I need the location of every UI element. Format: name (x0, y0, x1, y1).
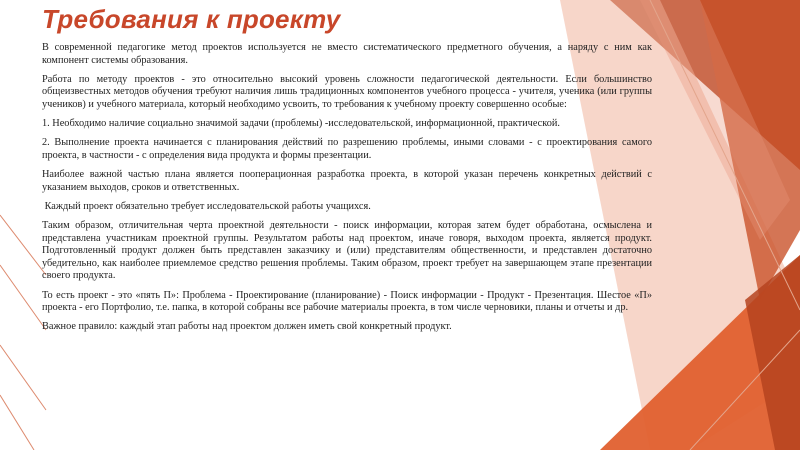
paragraph-plan: Наиболее важной частью плана является пооперационная разработка проекта, в которой указан перечень конкретных действий с указанием выходов, сроков и ответственных. (42, 169, 652, 193)
paragraph-product: Таким образом, отличительная черта проектной деятельности - поиск информации, которая затем будет обработана, осмыслена и представлена участникам проектной группы. Результатом работы над проектом, иначе говоря, выходом проекта, является продукт. Подготовленный продукт должен быть представлен заказчику и (или) представителям общественности, и представлен достаточно убедительно, как наиболее приемлемое средство решения проблемы. Таким образом, проект требует на завершающем этапе презентации своего продукта. (42, 220, 652, 282)
paragraph-five-p: То есть проект - это «пять П»: Проблема - Проектирование (планирование) - Поиск информации - Продукт - Презентация. Шестое «П» проекта - его Портфолио, т.е. папка, в которой собраны все рабочие материалы проекта, в том числе черновики, планы и отчеты и др. (42, 289, 652, 314)
paragraph-research: Каждый проект обязательно требует исследовательской работы учащихся. (42, 200, 371, 212)
left-deco-line-1 (0, 215, 46, 275)
paragraph-intro: В современной педагогике метод проектов используется не вместо систематического предметного обучения, а наряду с ним как компонент системы образования. (42, 42, 652, 66)
paragraph-requirement-2: 2. Выполнение проекта начинается с планирования действий по разрешению проблемы, иными словами - с проектирования самого проекта, в частности - с определения вида продукта и формы презентации. (42, 137, 652, 161)
left-deco-line-2 (0, 265, 46, 330)
paragraph-complexity: Работа по методу проектов - это относительно высокий уровень сложности педагогической деятельности. Если большинство общеизвестных методов обучения требуют наличия лишь традиционных компонентов учебного процесса - учителя, ученика (или группы учеников) и учебного материала, который необходимо усвоить, то требования к учебному проекту совершенно особые: (42, 73, 652, 110)
left-deco-line-3 (0, 345, 46, 410)
left-deco-line-4 (0, 395, 34, 450)
paragraph-requirement-1: 1. Необходимо наличие социально значимой задачи (проблемы) -исследовательской, информационной, практической. (42, 118, 560, 130)
paragraph-rule: Важное правило: каждый этап работы над проектом должен иметь свой конкретный продукт. (42, 321, 452, 333)
slide-body (42, 42, 652, 341)
slide-title: Требования к проекту (42, 4, 341, 34)
